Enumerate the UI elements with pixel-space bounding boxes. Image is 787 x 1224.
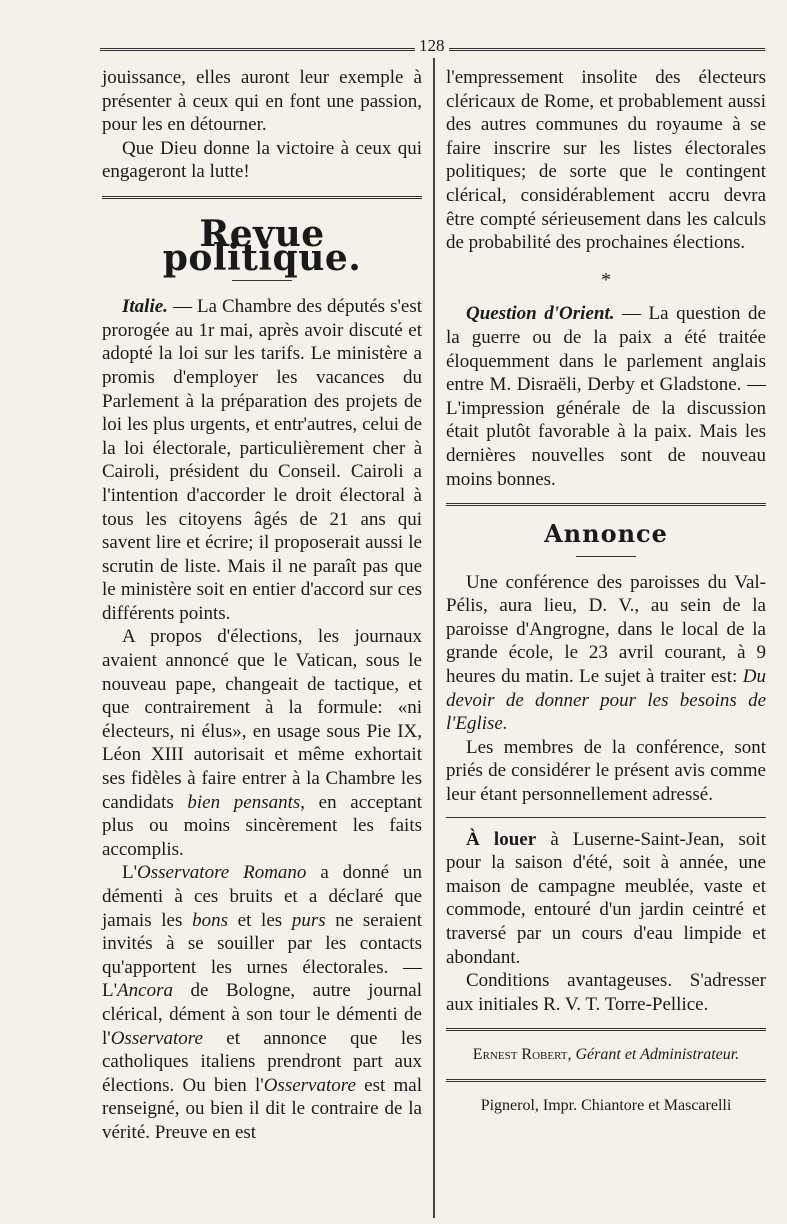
oss-italic-purs: purs	[291, 909, 326, 931]
left-column	[102, 66, 422, 1145]
asterisk-separator: *	[601, 268, 611, 291]
imprint-line: Pignerol, Impr. Chiantore et Mascarelli	[480, 1096, 732, 1114]
elections-paragraph	[102, 625, 422, 861]
osservatore-paragraph	[102, 861, 422, 1144]
italie-paragraph	[102, 295, 422, 625]
annonce-paragraph	[446, 571, 766, 736]
oss-italic-1: Osservatore Romano	[137, 862, 307, 884]
annonce-members: Les membres de la conférence, sont priés de considérer le présent avis comme leur étant personnellement adressé.	[446, 736, 766, 806]
italie-text: — La Chambre des députés s'est prorogée au 1r mai, après avoir discuté et adopté la loi sur les tarifs. Le ministère a promis d'employer les vacances du Parlement à la préparation des projets de loi les plus urgents, et entr'autres, celui de la loi électorale, particulièrement cher à Cairoli, président du Conseil. Cairoli a l'intention d'accorder le droit électoral à tous les citoyens âgés de 21 ans qui savent lire et écrire; il proposerait aussi le scrutin de liste. Mais il ne paraît pas que le ministère soit en entier d'accord sur ces différents points.	[102, 296, 422, 624]
annonce-text: Une conférence des paroisses du Val-Pélis, aura lieu, D. V., au sein de la paroisse d'Angrogne, dans le local de la grande école, le 23 avril courant, à 9 heures du matin. Le sujet à traiter est:	[446, 571, 766, 688]
orient-text: — La question de la guerre ou de la paix a été traitée éloquemment dans le parlement anglais entre M. Disraëli, Derby et Gladstone. — L'impression générale de la discussion était plutôt favorable à la paix. Mais les dernières nouvelles sont de nouveau moins bonnes.	[446, 303, 766, 490]
annonce-underline	[576, 556, 636, 557]
title-underline	[232, 280, 292, 281]
annonce-italic: Du devoir de donner pour les besoins de l'Eglise.	[446, 666, 766, 735]
oss-text-b: a donné un démenti à ces bruits et a déclaré que jamais les	[102, 862, 422, 931]
imprint-rule	[446, 1079, 766, 1082]
oss-italic-ancora: Ancora	[117, 980, 173, 1002]
column-divider	[433, 58, 435, 1218]
gerant-title: Gérant et Administrateur.	[571, 1046, 740, 1064]
oss-text-g: est mal renseigné, ou bien il dit le contraire de la vérité. Preuve en est	[102, 1074, 422, 1143]
oss-text-e: de Bologne, autre journal clérical, dément à son tour le démenti de l'	[102, 980, 422, 1049]
orient-paragraph	[446, 302, 766, 491]
louer-paragraph	[446, 828, 766, 970]
oss-italic-bons: bons	[192, 909, 228, 931]
intro-paragraph: jouissance, elles auront leur exemple à présenter à ceux qui en font une passion, pour les en détourner.	[102, 67, 422, 136]
gerant-line	[446, 1043, 766, 1067]
louer-label: À louer	[466, 828, 537, 850]
elections-text-a: A propos d'élections, les journaux avaient annoncé que le Vatican, sous le nouveau pape, changeait de tactique, et que contrairement à la formule: «ni électeurs, ni élus», en usage sous Pie IX, Léon XIII autorisait et même exhortait ses fidèles à faire entrer à la Chambre les candidats	[102, 626, 422, 813]
section-title: Revue politique.	[162, 212, 362, 279]
page-number: 128	[415, 36, 449, 56]
louer-rule	[446, 817, 766, 818]
annonce-title: Annonce	[544, 519, 668, 549]
oss-italic-2: Osservatore	[110, 1027, 203, 1049]
intro-closing: Que Dieu donne la victoire à ceux qui engageront la lutte!	[102, 137, 422, 183]
oss-text-a: L'	[122, 862, 138, 884]
louer-conditions: Conditions avantageuses. S'adresser aux initiales R. V. T. Torre-Pellice.	[446, 970, 766, 1015]
continued-paragraph: l'empressement insolite des électeurs cléricaux de Rome, et probablement aussi des autres communes du royaume à se faire inscrire sur les listes électorales politiques; de sorte que le contingent clérical, considérablement accru devra être compté sérieusement dans les calculs de probabilité des prochaines élections.	[446, 67, 766, 254]
footer-rule	[446, 1028, 766, 1031]
elections-text-b: , en acceptant plus ou moins sincèrement les faits accomplis.	[102, 791, 422, 860]
oss-text-c: et les	[227, 909, 292, 931]
annonce-rule	[446, 503, 766, 506]
gerant-name: Ernest Robert,	[472, 1046, 572, 1064]
italie-label: Italie.	[122, 296, 168, 318]
oss-text-f: et annonce que les catholiques italiens prendront part aux élections. Ou bien l'	[102, 1027, 422, 1096]
oss-italic-3: Osservatore	[263, 1074, 356, 1096]
orient-label: Question d'Orient.	[466, 303, 615, 325]
elections-italic: bien pensants	[187, 791, 301, 813]
oss-text-d: ne seraient invités à se souiller par les contacts qu'apportent les urnes électorales. — L'	[102, 909, 422, 1002]
section-rule	[102, 196, 422, 199]
louer-text: à Luserne-Saint-Jean, soit pour la saison d'été, soit à année, une maison de campagne meublée, vaste et commode, entouré d'un jardin ceintré et traversé par un cours d'eau limpide et abondant.	[446, 828, 766, 968]
right-column	[446, 66, 766, 1118]
